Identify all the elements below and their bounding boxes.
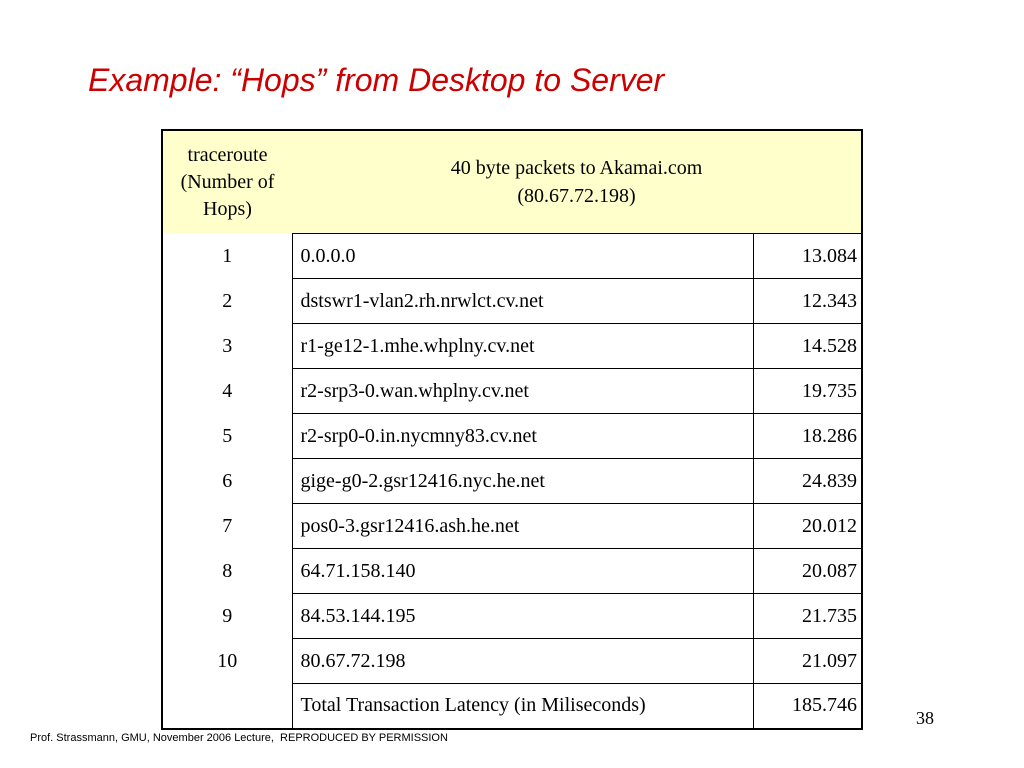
latency-cell: 13.084 [753,234,862,279]
table-row [162,279,862,324]
header-description [292,130,862,234]
latency-cell: 24.839 [753,459,862,504]
host-cell: r1-ge12-1.mhe.whplny.cv.net [292,324,753,369]
latency-cell: 12.343 [753,279,862,324]
host-cell: pos0-3.gsr12416.ash.he.net [292,504,753,549]
header-description-line2: (80.67.72.198) [517,185,636,207]
hop-cell: 9 [222,604,233,627]
host-cell: gige-g0-2.gsr12416.nyc.he.net [292,459,753,504]
latency-cell: 19.735 [753,369,862,414]
hop-cell: 1 [222,244,233,267]
hop-cell: 5 [222,424,233,447]
table-row [162,549,862,594]
latency-cell: 20.087 [753,549,862,594]
table-row [162,639,862,684]
table-row [162,459,862,504]
hop-cell: 10 [217,649,238,672]
host-cell: 64.71.158.140 [292,549,753,594]
header-description-line1: 40 byte packets to Akamai.com [450,157,703,179]
hop-cell: 2 [222,289,233,312]
hop-cell: 3 [222,334,233,357]
total-label: Total Transaction Latency (in Miliseconds) [292,684,753,729]
host-cell: r2-srp3-0.wan.whplny.cv.net [292,369,753,414]
table-row [162,369,862,414]
latency-cell: 20.012 [753,504,862,549]
footer-credit: Prof. Strassmann, GMU, November 2006 Lecture, REPRODUCED BY PERMISSION [30,732,448,744]
host-cell: r2-srp0-0.in.nycmny83.cv.net [292,414,753,459]
host-cell: 80.67.72.198 [292,639,753,684]
table-row [162,594,862,639]
traceroute-table [161,129,863,730]
table-body [162,234,862,684]
latency-cell: 18.286 [753,414,862,459]
latency-cell: 21.735 [753,594,862,639]
total-value: 185.746 [753,684,862,729]
hop-cell: 4 [222,379,233,402]
host-cell: dstswr1-vlan2.rh.nrwlct.cv.net [292,279,753,324]
slide-title: Example: “Hops” from Desktop to Server [88,62,665,98]
hop-cell: 7 [222,514,233,537]
host-cell: 0.0.0.0 [292,234,753,279]
table-header-row [162,130,862,234]
total-hop-cell [162,684,292,729]
table-row [162,324,862,369]
hop-cell: 6 [222,469,233,492]
table-row [162,504,862,549]
table-row [162,234,862,279]
latency-cell: 14.528 [753,324,862,369]
hop-cell: 8 [222,559,233,582]
total-row [162,684,862,729]
page-number: 38 [916,708,934,728]
table-row [162,414,862,459]
host-cell: 84.53.144.195 [292,594,753,639]
header-hops-label: traceroute (Number of Hops) [162,130,292,234]
latency-cell: 21.097 [753,639,862,684]
